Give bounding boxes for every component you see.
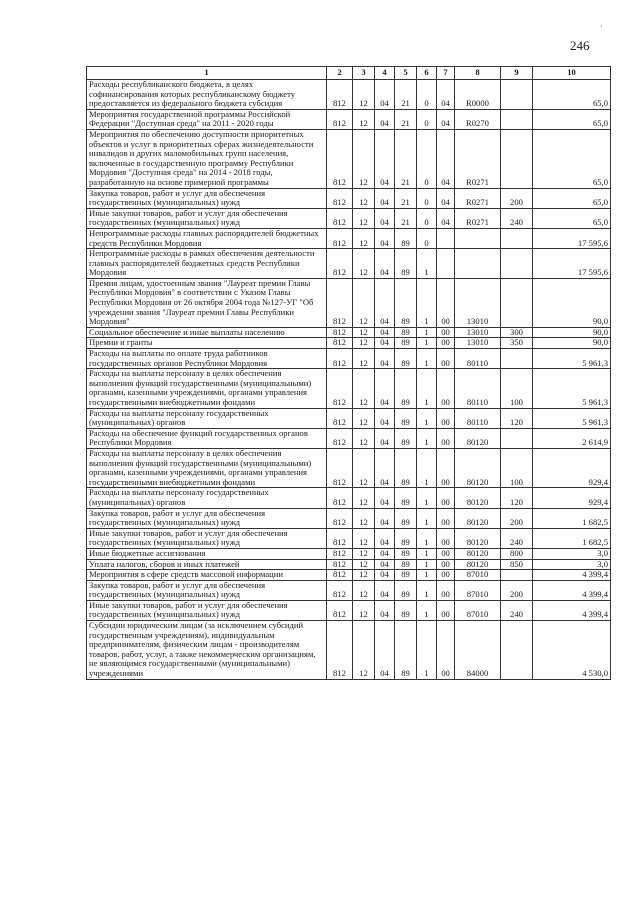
section-code: 12 (353, 109, 375, 129)
expense-type-code (501, 621, 533, 680)
table-row (87, 208, 611, 228)
amount: 65,0 (533, 80, 611, 110)
subsection-code: 04 (375, 408, 395, 428)
section-code: 12 (353, 621, 375, 680)
direction-code: 80120 (455, 508, 501, 528)
main-event-code (437, 228, 455, 248)
gov-code: 812 (327, 428, 353, 448)
gov-code: 812 (327, 278, 353, 327)
row-description: Субсидии юридическим лицам (за исключением субсидий государственным учреждениям), индивидуальным предпринимателям, физическим лицам - производителям товаров, работ, услуг, а также некоммерческим организациям, не являющимся государственными (муниципальными) учреждениями (87, 621, 327, 680)
table-row (87, 349, 611, 369)
subprogram-code: 1 (417, 249, 437, 279)
expense-type-code: 200 (501, 508, 533, 528)
direction-code: 87010 (455, 580, 501, 600)
row-description: Мероприятия по обеспечению доступности приоритетных объектов и услуг в приоритетных сферах жизнедеятельности инвалидов и других маломобильных групп населения, включенные в государственную программу Республики Мордовия "Доступная среда" на 2014 - 2018 годы, разработанную на основе примерной программы (87, 129, 327, 188)
column-header: 9 (501, 67, 533, 80)
amount: 1 682,5 (533, 508, 611, 528)
corner-mark: · (600, 22, 603, 31)
gov-code: 812 (327, 621, 353, 680)
main-event-code: 00 (437, 580, 455, 600)
column-header: 7 (437, 67, 455, 80)
table-row (87, 559, 611, 570)
subsection-code: 04 (375, 508, 395, 528)
section-code: 12 (353, 448, 375, 487)
amount: 3,0 (533, 559, 611, 570)
program-code: 21 (395, 109, 417, 129)
subsection-code: 04 (375, 488, 395, 508)
subsection-code: 04 (375, 278, 395, 327)
program-code: 89 (395, 249, 417, 279)
table-row (87, 80, 611, 110)
subprogram-code: 0 (417, 228, 437, 248)
column-header: 5 (395, 67, 417, 80)
expense-type-code: 200 (501, 580, 533, 600)
section-code: 12 (353, 548, 375, 559)
amount: 4 530,0 (533, 621, 611, 680)
amount: 4 399,4 (533, 580, 611, 600)
direction-code: 80120 (455, 548, 501, 559)
table-row (87, 249, 611, 279)
direction-code: 80120 (455, 559, 501, 570)
section-code: 12 (353, 508, 375, 528)
row-description: Непрограммные расходы в рамках обеспечения деятельности главных распорядителей бюджетных средств Республики Мордовия (87, 249, 327, 279)
direction-code: R0271 (455, 129, 501, 188)
section-code: 12 (353, 580, 375, 600)
gov-code: 812 (327, 508, 353, 528)
subprogram-code: 0 (417, 208, 437, 228)
main-event-code: 00 (437, 559, 455, 570)
subsection-code: 04 (375, 349, 395, 369)
table-row (87, 327, 611, 338)
subsection-code: 04 (375, 129, 395, 188)
main-event-code: 00 (437, 327, 455, 338)
section-code: 12 (353, 188, 375, 208)
direction-code: 80110 (455, 369, 501, 408)
table-row (87, 408, 611, 428)
expense-type-code: 850 (501, 559, 533, 570)
amount: 90,0 (533, 338, 611, 349)
section-code: 12 (353, 208, 375, 228)
section-code: 12 (353, 249, 375, 279)
subsection-code: 04 (375, 621, 395, 680)
amount: 4 399,4 (533, 600, 611, 620)
row-description: Иные бюджетные ассигнования (87, 548, 327, 559)
subprogram-code: 1 (417, 349, 437, 369)
expense-type-code (501, 428, 533, 448)
main-event-code: 00 (437, 621, 455, 680)
expense-type-code (501, 109, 533, 129)
main-event-code: 00 (437, 338, 455, 349)
main-event-code: 00 (437, 428, 455, 448)
row-description: Расходы на выплаты персоналу в целях обеспечения выполнения функций государственными (муниципальными) органами, казенными учреждениями, органами управления государственными внебюджетными фондами (87, 369, 327, 408)
row-description: Непрограммные расходы главных распорядителей бюджетных средств Республики Мордовия (87, 228, 327, 248)
section-code: 12 (353, 278, 375, 327)
subsection-code: 04 (375, 428, 395, 448)
subprogram-code: 1 (417, 559, 437, 570)
expense-type-code: 240 (501, 208, 533, 228)
table-row (87, 621, 611, 680)
main-event-code: 04 (437, 80, 455, 110)
section-code: 12 (353, 228, 375, 248)
table-row (87, 448, 611, 487)
subprogram-code: 1 (417, 338, 437, 349)
section-code: 12 (353, 349, 375, 369)
gov-code: 812 (327, 548, 353, 559)
row-description: Премия лицам, удостоенным звания "Лауреат премии Главы Республики Мордовия" в соответствии с Указом Главы Республики Мордовия от 26 октября 2004 года №127-УГ "Об учреждении звания "Лауреат премии Главы Республики Мордовия" (87, 278, 327, 327)
expense-type-code (501, 278, 533, 327)
page-number: 246 (570, 38, 590, 53)
amount: 5 961,3 (533, 408, 611, 428)
expense-type-code (501, 228, 533, 248)
direction-code: R0270 (455, 109, 501, 129)
subprogram-code: 1 (417, 570, 437, 581)
subprogram-code: 1 (417, 580, 437, 600)
amount: 65,0 (533, 188, 611, 208)
section-code: 12 (353, 80, 375, 110)
program-code: 89 (395, 278, 417, 327)
program-code: 89 (395, 338, 417, 349)
gov-code: 812 (327, 570, 353, 581)
gov-code: 812 (327, 208, 353, 228)
amount: 65,0 (533, 129, 611, 188)
expense-type-code: 240 (501, 528, 533, 548)
table-row (87, 278, 611, 327)
table-row (87, 109, 611, 129)
gov-code: 812 (327, 249, 353, 279)
gov-code: 812 (327, 80, 353, 110)
program-code: 89 (395, 600, 417, 620)
table-row (87, 508, 611, 528)
table-row (87, 188, 611, 208)
row-description: Расходы на выплаты персоналу государственных (муниципальных) органов (87, 488, 327, 508)
program-code: 89 (395, 408, 417, 428)
table-body (87, 80, 611, 680)
subprogram-code: 1 (417, 278, 437, 327)
section-code: 12 (353, 600, 375, 620)
subsection-code: 04 (375, 208, 395, 228)
row-description: Расходы на выплаты персоналу в целях обеспечения выполнения функций государственными (муниципальными) органами, казенными учреждениями, органами управления государственными внебюджетными фондами (87, 448, 327, 487)
amount: 4 399,4 (533, 570, 611, 581)
expense-type-code: 240 (501, 600, 533, 620)
direction-code: 13010 (455, 278, 501, 327)
expense-type-code: 100 (501, 369, 533, 408)
subprogram-code: 1 (417, 369, 437, 408)
main-event-code: 00 (437, 488, 455, 508)
row-description: Закупка товаров, работ и услуг для обеспечения государственных (муниципальных) нужд (87, 508, 327, 528)
main-event-code: 00 (437, 548, 455, 559)
subsection-code: 04 (375, 338, 395, 349)
direction-code: R0271 (455, 188, 501, 208)
column-header: 3 (353, 67, 375, 80)
subprogram-code: 1 (417, 548, 437, 559)
table-row (87, 338, 611, 349)
expense-type-code: 800 (501, 548, 533, 559)
subprogram-code: 1 (417, 621, 437, 680)
expense-type-code (501, 80, 533, 110)
gov-code: 812 (327, 338, 353, 349)
direction-code: 80110 (455, 408, 501, 428)
amount: 929,4 (533, 488, 611, 508)
gov-code: 812 (327, 600, 353, 620)
expense-type-code: 300 (501, 327, 533, 338)
section-code: 12 (353, 559, 375, 570)
column-header: 2 (327, 67, 353, 80)
direction-code: 80120 (455, 428, 501, 448)
main-event-code: 00 (437, 408, 455, 428)
section-code: 12 (353, 338, 375, 349)
amount: 17 595,6 (533, 228, 611, 248)
direction-code: 80120 (455, 528, 501, 548)
subsection-code: 04 (375, 580, 395, 600)
table-row (87, 580, 611, 600)
table-row (87, 488, 611, 508)
gov-code: 812 (327, 109, 353, 129)
section-code: 12 (353, 428, 375, 448)
program-code: 21 (395, 208, 417, 228)
expense-type-code (501, 349, 533, 369)
gov-code: 812 (327, 408, 353, 428)
amount: 929,4 (533, 448, 611, 487)
main-event-code: 00 (437, 278, 455, 327)
row-description: Иные закупки товаров, работ и услуг для обеспечения государственных (муниципальных) нужд (87, 600, 327, 620)
direction-code: 80110 (455, 349, 501, 369)
gov-code: 812 (327, 188, 353, 208)
program-code: 21 (395, 129, 417, 188)
amount: 17 595,6 (533, 249, 611, 279)
column-header: 4 (375, 67, 395, 80)
subsection-code: 04 (375, 188, 395, 208)
direction-code (455, 249, 501, 279)
direction-code: 87010 (455, 600, 501, 620)
direction-code (455, 228, 501, 248)
column-header: 8 (455, 67, 501, 80)
amount: 1 682,5 (533, 528, 611, 548)
table-row (87, 369, 611, 408)
column-header: 1 (87, 67, 327, 80)
subsection-code: 04 (375, 80, 395, 110)
table-row (87, 600, 611, 620)
row-description: Расходы на выплаты персоналу государственных (муниципальных) органов (87, 408, 327, 428)
subprogram-code: 1 (417, 508, 437, 528)
direction-code: 80120 (455, 488, 501, 508)
program-code: 89 (395, 369, 417, 408)
program-code: 21 (395, 188, 417, 208)
section-code: 12 (353, 129, 375, 188)
expense-type-code: 100 (501, 448, 533, 487)
subsection-code: 04 (375, 327, 395, 338)
direction-code: R0000 (455, 80, 501, 110)
main-event-code: 00 (437, 528, 455, 548)
program-code: 89 (395, 580, 417, 600)
direction-code: 84000 (455, 621, 501, 680)
expense-type-code (501, 570, 533, 581)
subsection-code: 04 (375, 249, 395, 279)
row-description: Мероприятия в сфере средств массовой информации (87, 570, 327, 581)
program-code: 89 (395, 349, 417, 369)
subsection-code: 04 (375, 109, 395, 129)
row-description: Иные закупки товаров, работ и услуг для обеспечения государственных (муниципальных) нужд (87, 208, 327, 228)
subprogram-code: 0 (417, 129, 437, 188)
subprogram-code: 1 (417, 428, 437, 448)
main-event-code: 04 (437, 208, 455, 228)
table-row (87, 428, 611, 448)
program-code: 89 (395, 228, 417, 248)
column-header: 10 (533, 67, 611, 80)
amount: 90,0 (533, 327, 611, 338)
budget-table (86, 66, 611, 680)
row-description: Расходы на выплаты по оплате труда работников государственных органов Республики Мордовия (87, 349, 327, 369)
main-event-code: 00 (437, 448, 455, 487)
gov-code: 812 (327, 369, 353, 408)
program-code: 89 (395, 327, 417, 338)
gov-code: 812 (327, 228, 353, 248)
expense-type-code: 350 (501, 338, 533, 349)
program-code: 89 (395, 488, 417, 508)
subprogram-code: 1 (417, 327, 437, 338)
section-code: 12 (353, 570, 375, 581)
subsection-code: 04 (375, 559, 395, 570)
program-code: 89 (395, 448, 417, 487)
gov-code: 812 (327, 580, 353, 600)
subsection-code: 04 (375, 548, 395, 559)
main-event-code: 00 (437, 570, 455, 581)
program-code: 21 (395, 80, 417, 110)
amount: 2 614,9 (533, 428, 611, 448)
main-event-code: 00 (437, 600, 455, 620)
row-description: Расходы на обеспечение функций государственных органов Республики Мордовия (87, 428, 327, 448)
amount: 3,0 (533, 548, 611, 559)
subsection-code: 04 (375, 369, 395, 408)
subprogram-code: 0 (417, 80, 437, 110)
gov-code: 812 (327, 448, 353, 487)
program-code: 89 (395, 428, 417, 448)
gov-code: 812 (327, 488, 353, 508)
subprogram-code: 0 (417, 109, 437, 129)
expense-type-code: 120 (501, 488, 533, 508)
table-row (87, 129, 611, 188)
gov-code: 812 (327, 559, 353, 570)
row-description: Премии и гранты (87, 338, 327, 349)
amount: 65,0 (533, 109, 611, 129)
row-description: Уплата налогов, сборов и иных платежей (87, 559, 327, 570)
subsection-code: 04 (375, 448, 395, 487)
row-description: Закупка товаров, работ и услуг для обеспечения государственных (муниципальных) нужд (87, 188, 327, 208)
expense-type-code: 120 (501, 408, 533, 428)
subprogram-code: 1 (417, 408, 437, 428)
subprogram-code: 1 (417, 448, 437, 487)
program-code: 89 (395, 570, 417, 581)
main-event-code: 04 (437, 188, 455, 208)
section-code: 12 (353, 327, 375, 338)
column-header: 6 (417, 67, 437, 80)
section-code: 12 (353, 369, 375, 408)
subprogram-code: 1 (417, 528, 437, 548)
gov-code: 812 (327, 327, 353, 338)
main-event-code: 04 (437, 109, 455, 129)
table-row (87, 228, 611, 248)
direction-code: 13010 (455, 327, 501, 338)
direction-code: 13010 (455, 338, 501, 349)
subsection-code: 04 (375, 600, 395, 620)
table-row (87, 548, 611, 559)
subsection-code: 04 (375, 528, 395, 548)
program-code: 89 (395, 559, 417, 570)
row-description: Мероприятия государственной программы Российской Федерации "Доступная среда" на 2011 - 2020 годы (87, 109, 327, 129)
expense-type-code (501, 129, 533, 188)
direction-code: 80120 (455, 448, 501, 487)
direction-code: R0271 (455, 208, 501, 228)
section-code: 12 (353, 488, 375, 508)
row-description: Расходы республиканского бюджета, в целях софинансирования которых республиканскому бюджету предоставляется из федерального бюджета субсидия (87, 80, 327, 110)
subprogram-code: 1 (417, 488, 437, 508)
program-code: 89 (395, 508, 417, 528)
section-code: 12 (353, 528, 375, 548)
subsection-code: 04 (375, 570, 395, 581)
main-event-code (437, 249, 455, 279)
gov-code: 812 (327, 349, 353, 369)
program-code: 89 (395, 548, 417, 559)
expense-type-code (501, 249, 533, 279)
program-code: 89 (395, 621, 417, 680)
header-row (87, 67, 611, 80)
expense-type-code: 200 (501, 188, 533, 208)
amount: 90,0 (533, 278, 611, 327)
subprogram-code: 0 (417, 188, 437, 208)
amount: 65,0 (533, 208, 611, 228)
amount: 5 961,3 (533, 349, 611, 369)
gov-code: 812 (327, 129, 353, 188)
row-description: Закупка товаров, работ и услуг для обеспечения государственных (муниципальных) нужд (87, 580, 327, 600)
program-code: 89 (395, 528, 417, 548)
section-code: 12 (353, 408, 375, 428)
main-event-code: 00 (437, 369, 455, 408)
gov-code: 812 (327, 528, 353, 548)
main-event-code: 00 (437, 349, 455, 369)
direction-code: 87010 (455, 570, 501, 581)
main-event-code: 00 (437, 508, 455, 528)
row-description: Иные закупки товаров, работ и услуг для обеспечения государственных (муниципальных) нужд (87, 528, 327, 548)
main-event-code: 04 (437, 129, 455, 188)
table-row (87, 570, 611, 581)
row-description: Социальное обеспечение и иные выплаты населению (87, 327, 327, 338)
table-row (87, 528, 611, 548)
amount: 5 961,3 (533, 369, 611, 408)
subprogram-code: 1 (417, 600, 437, 620)
subsection-code: 04 (375, 228, 395, 248)
